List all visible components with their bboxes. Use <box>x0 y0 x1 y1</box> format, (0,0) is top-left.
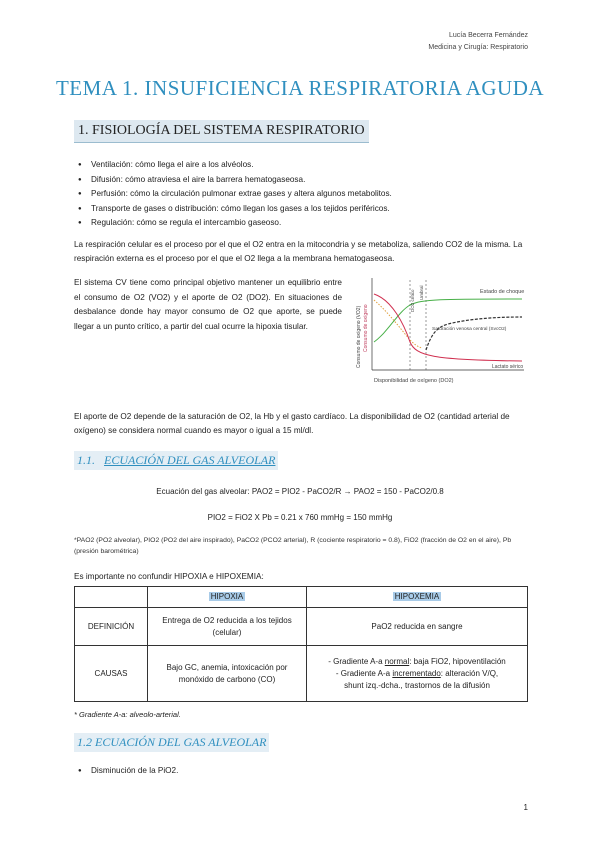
shock-label: Estado de choque <box>480 289 525 295</box>
cell-causes-hipoxia: Bajo GC, anemia, intoxicación por monóxido de carbono (CO) <box>148 646 307 702</box>
list-item: ● Difusión: cómo atraviesa el aire la barrera hematogaseosa. <box>78 173 392 188</box>
subsection-heading-1-2: 1.2 ECUACIÓN DEL GAS ALVEOLAR <box>74 733 269 752</box>
list-item: ● Ventilación: cómo llega el aire a los alvéolos. <box>78 158 392 173</box>
page-header <box>428 30 528 54</box>
svo2-label: Saturación venosa central (SvcO2) <box>432 327 507 332</box>
equation-alveolar-gas: Ecuación del gas alveolar: PAO2 = PIO2 - PaCO2/R → PAO2 = 150 - PaCO2/0.8 <box>156 487 444 496</box>
cell-definition-hipoxia: Entrega de O2 reducida a los tejidos (celular) <box>148 608 307 646</box>
table-row <box>75 608 528 646</box>
equation-pio2: PIO2 = FiO2 X Pb = 0.21 x 760 mmHg = 150 mmHg <box>207 513 393 522</box>
subsection-heading-1-1: 1.1. ECUACIÓN DEL GAS ALVEOLAR <box>74 451 278 470</box>
abbreviation-note: *PAO2 (PO2 alveolar), PIO2 (PO2 del aire inspirado), PaCO2 (PCO2 arterial), R (cociente respiratorio = 0.8), FiO2 (fracción de O2 en el aire), Pb (presión barométrica) <box>74 537 512 555</box>
critical-label: DO2 crítico <box>410 289 415 312</box>
comparison-table <box>74 586 528 702</box>
row-label-definition: DEFINICIÓN <box>75 608 148 646</box>
header-hipoxemia: HIPOXEMIA <box>394 592 440 601</box>
paragraph-respiration: La respiración celular es el proceso por el que el O2 entra en la mitocondria y se metaboliza, saliendo CO2 de la misma. La respiración externa es el proceso por el que el O2 llega a la membrana hematogaseosa. <box>74 240 523 263</box>
header-hipoxia: HIPOXIA <box>210 592 244 601</box>
footnote: * Gradiente A-a: alveolo-arterial. <box>74 710 181 719</box>
vo2-curve <box>374 299 522 342</box>
list-item: ● Disminución de la PiO2. <box>78 764 178 779</box>
lactate-label: Lactato sérico <box>492 364 524 370</box>
row-label-causes: CAUSAS <box>75 646 148 702</box>
y-axis-label-2: Consumo de oxígeno <box>363 304 369 352</box>
x-axis-label: Disponibilidad de oxígeno (DO2) <box>374 378 454 384</box>
list-item: ● Perfusión: cómo la circulación pulmonar extrae gases y altera algunos metabolitos. <box>78 187 392 202</box>
oxygen-delivery-figure <box>352 272 528 388</box>
table-row <box>75 646 528 702</box>
header-subject: Medicina y Cirugía: Respiratorio <box>428 44 528 51</box>
bullet-list <box>78 158 392 231</box>
section-heading: 1. FISIOLOGÍA DEL SISTEMA RESPIRATORIO <box>74 120 369 143</box>
important-note: Es importante no confundir HIPOXIA e HIPOXEMIA: <box>74 572 264 581</box>
svo2-curve <box>426 317 522 350</box>
page-number: 1 <box>523 803 528 812</box>
paragraph-cv-system: El sistema CV tiene como principal objetivo mantener un equilibrio entre el consumo de O2 (VO2) y el aporte de O2 (DO2). En situaciones de desbalance donde hay mayor consumo de O2 que aporte, se puede llegar a un punto crítico, a partir del cual ocurre la hipoxia tisular. <box>74 278 342 332</box>
list-item: ● Transporte de gases o distribución: cómo llegan los gases a los tejidos periféricos. <box>78 202 392 217</box>
cell-definition-hipoxemia: PaO2 reducida en sangre <box>307 608 528 646</box>
bullet-list-2 <box>78 764 178 779</box>
page-title: TEMA 1. INSUFICIENCIA RESPIRATORIA AGUDA <box>55 76 545 100</box>
header-author: Lucía Becerra Fernández <box>449 32 528 39</box>
y-axis-label: Consumo de oxígeno (VO2) <box>356 305 362 368</box>
threshold-label: Umbral <box>419 285 424 300</box>
table-row <box>75 587 528 608</box>
cell-causes-hipoxemia: - Gradiente A-a normal: baja FiO2, hipoventilación - Gradiente A-a incrementado: alteración V/Q, shunt izq.-dcha., trastornos de la difusión <box>307 646 528 702</box>
paragraph-oxygen-supply: El aporte de O2 depende de la saturación de O2, la Hb y el gasto cardíaco. La disponibilidad de O2 (cantidad arterial de oxígeno) se considera normal cuando es mayor o igual a 15 ml/dl. <box>74 412 510 435</box>
list-item: ● Regulación: cómo se regula el intercambio gaseoso. <box>78 216 392 231</box>
